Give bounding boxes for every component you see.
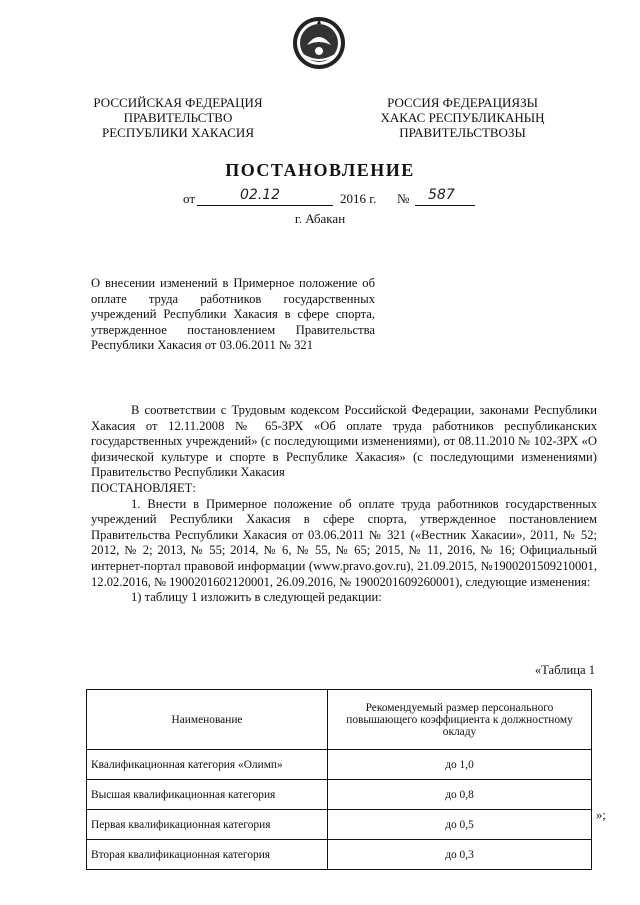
table-cell-name: Вторая квалификационная категория [87,840,328,870]
header-right [370,95,555,140]
date-year: 2016 г. [340,191,377,206]
document-title: ПОСТАНОВЛЕНИЕ [225,160,415,180]
table-cell-value: до 0,3 [328,840,592,870]
table-header-cell: Наименование [87,690,328,750]
table-row [87,840,592,870]
number-handwritten: 587 [428,187,455,203]
paragraph-3: 1) таблицу 1 изложить в следующей редакции: [131,590,382,605]
header-right-line: ХАКАС РЕСПУБЛИКАНЫҢ [380,110,545,125]
table-cell-value: до 0,8 [328,780,592,810]
number-sign: № [397,191,410,206]
table-cell-value: до 1,0 [328,750,592,780]
resolves-label: ПОСТАНОВЛЯЕТ: [91,480,196,495]
table-tail: »; [596,808,606,822]
body-text [91,403,597,606]
coefficients-table [86,689,592,870]
table-cell-name: Квалификационная категория «Олимп» [87,750,328,780]
table-caption: «Таблица 1 [534,663,595,677]
table-row [87,810,592,840]
paragraph-1: В соответствии с Трудовым кодексом Российской Федерации, законами Республики Хакасия от 12.11.2008 № 65-ЗРХ «Об оплате труда работников республиканских государственных учреждений» (с последующими изменениями), от 08.11.2010 № 102-ЗРХ «О физической культуре и спорте в Республике Хакасия» (с последующими изменениями) Правительство Республики Хакасия [91,403,597,480]
date-handwritten: 02.12 [240,187,281,203]
header-right-line: РОССИЯ ФЕДЕРАЦИЯЗЫ [387,95,538,110]
date-prefix: от [183,191,196,206]
subject-block: О внесении изменений в Примерное положение об оплате труда работников государственных учреждений Республики Хакасия в сфере спорта, утвержденное постановлением Правительства Республики Хакасия от 03.06.2011 № 321 [91,276,375,353]
header-left-line: РОССИЙСКАЯ ФЕДЕРАЦИЯ [93,95,263,110]
city: г. Абакан [294,211,346,226]
number-underline [415,205,475,206]
header-left-line: РЕСПУБЛИКИ ХАКАСИЯ [101,125,254,140]
header-left-line: ПРАВИТЕЛЬСТВО [123,110,233,125]
paragraph-2: 1. Внести в Примерное положение об оплате труда работников государственных учреждений Республики Хакасия в сфере спорта, утвержденное постановлением Правительства Республики Хакасия от 03.06.2011 № 321 («Вестник Хакасии», 2011, № 52; 2012, № 2; 2013, № 55; 2014, № 6, № 55, № 65; 2015, № 11, 2016, № 16; Официальный интернет-портал правовой информации (www.pravo.gov.ru), 21.09.2015, №1900201509210001, 12.02.2016, № 1900201602120001, 26.09.2016, № 1900201609260001), следующие изменения: [91,496,597,589]
table-cell-value: до 0,5 [328,810,592,840]
coat-of-arms-icon [291,15,347,71]
table-header-cell: Рекомендуемый размер персонального повышающего коэффициента к должностному окладу [328,690,592,750]
header-left [88,95,268,140]
table-cell-name: Первая квалификационная категория [87,810,328,840]
header-right-line: ПРАВИТЕЛЬСТВОЗЫ [399,125,526,140]
table-row [87,780,592,810]
table-header-row [87,690,592,750]
table-row [87,750,592,780]
table-cell-name: Высшая квалификационная категория [87,780,328,810]
date-underline [197,205,333,206]
